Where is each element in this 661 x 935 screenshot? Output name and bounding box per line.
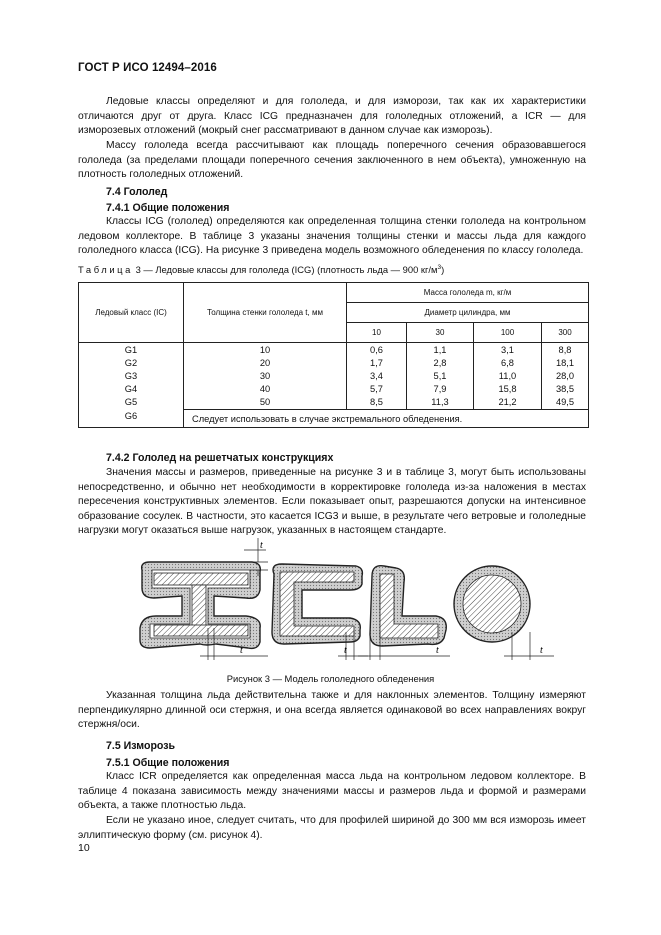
cell-class: G5 xyxy=(79,396,184,410)
dim-label-t: t xyxy=(260,540,263,551)
cylinder-profile xyxy=(454,566,530,642)
cell-thickness: 20 xyxy=(184,357,347,370)
table-caption-text: 3 — Ледовые классы для гололеда (ICG) (плотность льда — 900 кг/м xyxy=(135,264,438,276)
table-row xyxy=(79,370,589,383)
cell-g6-note: Следует использовать в случае экстремального обледенения. xyxy=(184,410,589,428)
table-caption-sup: 3 xyxy=(437,264,442,271)
table-header-diameter: Диаметр цилиндра, мм xyxy=(347,303,589,323)
dim-label-t: t xyxy=(344,645,347,656)
intro-paragraph-2: Массу гололеда всегда рассчитывают как площадь поперечного сечения образовавшегося гололеда (за пределами площади поперечного сечения заключенного в нем объекта), умноженную на плотность гололедных отложений. xyxy=(78,140,586,181)
figure-3-ice-model xyxy=(120,536,570,670)
cell-mass: 1,7 xyxy=(347,357,407,370)
cell-mass: 0,6 xyxy=(347,344,407,357)
table-header-d30: 30 xyxy=(407,323,474,343)
cell-class: G4 xyxy=(79,383,184,396)
cell-class: G3 xyxy=(79,370,184,383)
table-header-class: Ледовый класс (IC) xyxy=(79,283,184,343)
cell-mass: 28,0 xyxy=(542,370,589,383)
page-number: 10 xyxy=(78,842,90,854)
section-7-4-1-title: 7.4.1 Общие положения xyxy=(106,202,230,214)
cell-mass: 3,1 xyxy=(474,344,542,357)
dim-label-t: t xyxy=(240,645,243,656)
table-3 xyxy=(78,282,589,428)
document-header: ГОСТ Р ИСО 12494–2016 xyxy=(78,62,217,74)
cell-mass: 8,8 xyxy=(542,344,589,357)
cell-mass: 11,3 xyxy=(407,396,474,410)
after-figure-paragraph: Указанная толщина льда действительна также и для наклонных элементов. Толщину измеряют перпендикулярно длинной оси стержня, и она всегда является одинаковой во всех направлениях вокруг стержня/оси. xyxy=(78,690,586,731)
cell-mass: 3,4 xyxy=(347,370,407,383)
table-caption-prefix: Таблица xyxy=(78,264,133,276)
table-header-thickness: Толщина стенки гололеда t, мм xyxy=(184,283,347,343)
cell-mass: 2,8 xyxy=(407,357,474,370)
cell-mass: 38,5 xyxy=(542,383,589,396)
channel-profile xyxy=(272,564,362,644)
table-row xyxy=(79,357,589,370)
table-row-g6 xyxy=(79,410,589,428)
cell-mass: 7,9 xyxy=(407,383,474,396)
cell-thickness: 50 xyxy=(184,396,347,410)
section-7-5-1-paragraph-1: Класс ICR определяется как определенная масса льда на контрольном ледовом коллекторе. В таблице 4 показана зависимость между значениями массы и размеров льда и формой и размерами объекта, а также плотностью льда. xyxy=(78,771,586,812)
cell-mass: 5,7 xyxy=(347,383,407,396)
table-header-d100: 100 xyxy=(474,323,542,343)
cell-mass: 8,5 xyxy=(347,396,407,410)
dim-label-t: t xyxy=(540,645,543,656)
figure-3-caption: Рисунок 3 — Модель гололедного обледенения xyxy=(226,673,435,684)
cell-mass: 1,1 xyxy=(407,344,474,357)
section-7-4-2-paragraph: Значения массы и размеров, приведенные на рисунке 3 и в таблице 3, могут быть использованы непосредственно, и обычно нет необходимости в корректировке гололеда из-за наложения в местах пересечения конструктивных элементов. Если показывает опыт, разрешаются допуски на интенсивное образование сосулек. В частности, это касается ICG3 и выше, в результате чего ветровые и гололедные нагрузки могут оказаться выше нагрузок, указанных в настоящем стандарте. xyxy=(78,467,586,537)
dim-label-t: t xyxy=(436,645,439,656)
cell-class: G1 xyxy=(79,344,184,357)
cell-thickness: 40 xyxy=(184,383,347,396)
cell-mass: 5,1 xyxy=(407,370,474,383)
i-beam-profile xyxy=(140,562,260,648)
cell-mass: 18,1 xyxy=(542,357,589,370)
section-7-4-2-title: 7.4.2 Гололед на решетчатых конструкциях xyxy=(106,452,334,464)
table-row xyxy=(79,383,589,396)
table-row xyxy=(79,396,589,410)
table-row xyxy=(79,344,589,357)
section-7-4-title: 7.4 Гололед xyxy=(106,186,168,198)
section-7-4-1-paragraph: Классы ICG (гололед) определяются как определенная толщина стенки гололеда на контрольном ледовом коллекторе. В таблице 3 указаны значения толщины стенки и массы льда для каждого гололедного класса (ICG). На рисунке 3 приведена модель возможного обледенения по классу гололеда. xyxy=(78,216,586,257)
cell-thickness: 10 xyxy=(184,344,347,357)
cell-mass: 11,0 xyxy=(474,370,542,383)
angle-profile xyxy=(370,566,446,646)
cell-mass: 15,8 xyxy=(474,383,542,396)
cell-class: G2 xyxy=(79,357,184,370)
table-header-d10: 10 xyxy=(347,323,407,343)
cell-class: G6 xyxy=(79,410,184,428)
section-7-5-1-paragraph-2: Если не указано иное, следует считать, что для профилей шириной до 300 мм вся изморозь имеет эллиптическую форму (см. рисунок 4). xyxy=(78,815,586,841)
cell-mass: 49,5 xyxy=(542,396,589,410)
section-7-5-1-title: 7.5.1 Общие положения xyxy=(106,757,230,769)
cell-mass: 6,8 xyxy=(474,357,542,370)
section-7-5-title: 7.5 Изморозь xyxy=(106,740,176,752)
table-header-mass: Масса гололеда m, кг/м xyxy=(347,283,589,303)
cell-thickness: 30 xyxy=(184,370,347,383)
table-3-caption xyxy=(78,264,444,275)
table-header-d300: 300 xyxy=(542,323,589,343)
table-caption-end: ) xyxy=(441,264,445,276)
cell-mass: 21,2 xyxy=(474,396,542,410)
intro-paragraph-1: Ледовые классы определяют и для гололеда, и для изморози, так как их характеристики отличаются друг от друга. Класс ICG предназначен для гололедных отложений, а ICR — для изморозевых отложений (мокрый снег рассматривают в данном случае как изморозь). xyxy=(78,96,586,137)
